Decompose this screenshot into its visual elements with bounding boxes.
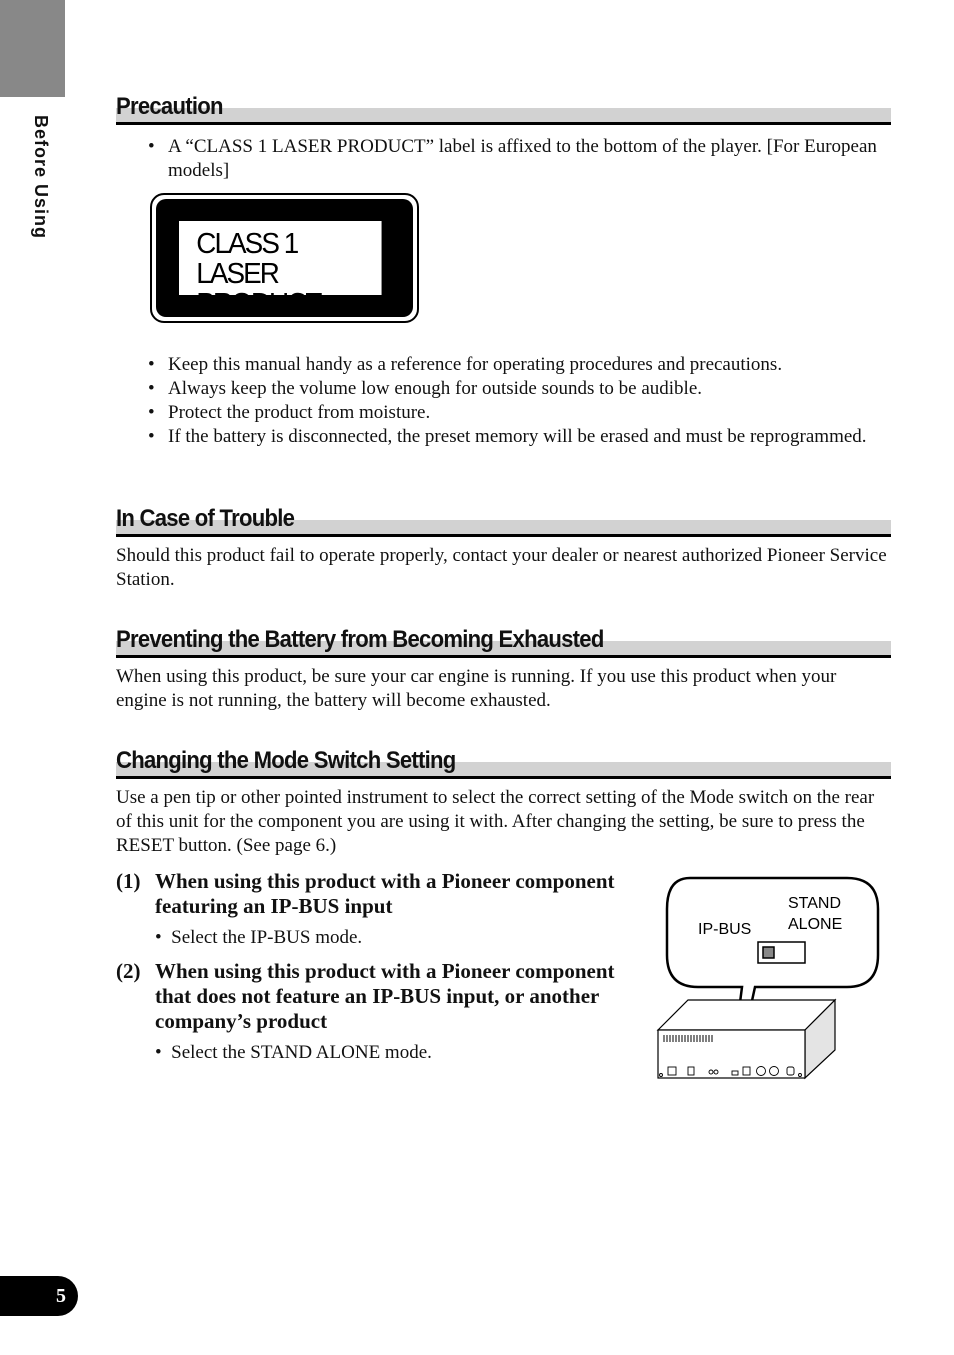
battery-section [116, 625, 891, 713]
unit-top [658, 1000, 835, 1030]
stand-label: STAND [788, 895, 842, 912]
laser-product-label [150, 193, 419, 323]
battery-body: When using this product, be sure your car engine is running. If you use this product when your engine is not running, the battery will become exhausted. [116, 666, 837, 711]
unit-front [658, 1030, 805, 1078]
section-tab-marker [0, 0, 65, 97]
mode-item-2-sub: • Select the STAND ALONE mode. [155, 1042, 432, 1063]
alone-label: ALONE [788, 916, 843, 933]
list-item: • A “CLASS 1 LASER PRODUCT” label is affixed to the bottom of the player. [For European models] [116, 135, 891, 183]
item-sub-text: Select the STAND ALONE mode. [171, 1042, 432, 1063]
mode-switch-knob [763, 947, 774, 958]
mode-switch-illustration [650, 875, 885, 1085]
item-number: (2) [116, 959, 141, 983]
item-text: When using this product with a Pioneer component that does not feature an IP-BUS input, or another company’s product [155, 959, 615, 1033]
precaution-heading-text: Precaution [116, 93, 223, 120]
mode-switch-section [116, 746, 891, 858]
precaution-bullets [116, 353, 891, 449]
mode-switch-diagram [650, 875, 885, 1085]
precaution-section [116, 92, 891, 183]
precaution-first-list [116, 135, 891, 183]
mode-switch-body: Use a pen tip or other pointed instrument to select the correct setting of the Mode switch on the rear of this unit for the component you are using it with. After changing the setting, be sure to press the RESET button. (See page 6.) [116, 787, 875, 856]
side-tab-label: Before Using [31, 115, 51, 240]
ip-bus-label: IP-BUS [698, 921, 752, 938]
mode-switch-heading-text: Changing the Mode Switch Setting [116, 747, 456, 774]
battery-heading [116, 625, 891, 659]
trouble-heading-text: In Case of Trouble [116, 505, 295, 532]
item-sub-text: Select the IP-BUS mode. [171, 927, 363, 948]
list-item: • Keep this manual handy as a reference for operating procedures and precautions. [116, 353, 891, 377]
item-number: (1) [116, 869, 141, 893]
trouble-heading [116, 504, 891, 538]
trouble-body: Should this product fail to operate properly, contact your dealer or nearest authorized Pioneer Service Station. [116, 545, 887, 590]
list-item: • Protect the product from moisture. [116, 401, 891, 425]
battery-heading-text: Preventing the Battery from Becoming Exhausted [116, 626, 604, 653]
list-item: • Always keep the volume low enough for outside sounds to be audible. [116, 377, 891, 401]
mode-item-1-sub: • Select the IP-BUS mode. [155, 927, 363, 948]
page-number: 5 [0, 1276, 78, 1316]
trouble-section [116, 504, 891, 592]
mode-switch-heading [116, 746, 891, 780]
precaution-heading [116, 92, 891, 126]
item-text: When using this product with a Pioneer component featuring an IP-BUS input [155, 869, 615, 918]
list-item: • If the battery is disconnected, the preset memory will be erased and must be reprogrammed. [116, 425, 891, 449]
laser-label-line-2: LASER PRODUCT [196, 258, 321, 320]
laser-label-line-1: CLASS 1 [196, 228, 298, 260]
